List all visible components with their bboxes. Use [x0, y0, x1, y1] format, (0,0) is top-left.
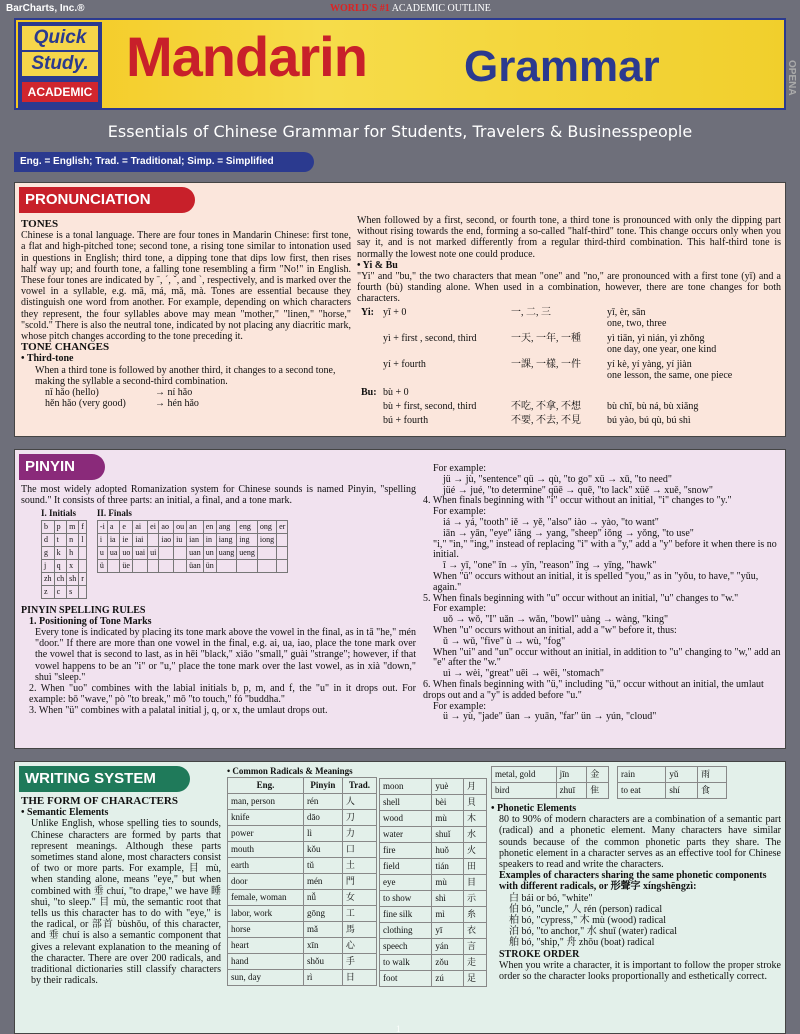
yi-bu-heading: • Yi & Bu	[357, 259, 398, 271]
pinyin-rule-line: "i," "in," "ing," instead of replacing "i" with a "y," add a "y" before it when there is no initial.	[433, 538, 777, 561]
tones-text: Chinese is a tonal language. There are four tones in Mandarin Chinese: first tone, a flat and high-pitched tone; second tone, a rising tone similar to intonation used in questions in English; third tone, a dipping tone that dips low first, then rises half way up; and fourth tone, a falling tone resembling a firm "No!" in English. These four tones are indicated by ˉ, ˊ, ˇ, and ˋ, respectively, and is marked over the vowel in a syllable, e.g. mā, má, mǎ, mà. Tones are essential because they distinguish one word from another. For example, depending on which characters they represent, the four syllables above may mean "mother," "linen," "horse," "scold." There is also the neutral tone, indicated by not placing any diacritic mark, whose pitch changes according to the tone preceding it.	[21, 230, 351, 343]
top-bar	[0, 0, 800, 18]
table-cell: 目	[463, 875, 486, 891]
table-cell: n	[67, 533, 79, 546]
spelling-rules-heading: PINYIN SPELLING RULES	[21, 604, 146, 616]
phonetic-example: 舶 bó, "ship," 舟 zhōu (boat) radical	[509, 937, 655, 949]
pinyin-rule-line: For example:	[433, 463, 487, 474]
rule3-text: 3. When "ü" combines with a palatal initial j, q, or x, the umlaut drops out.	[29, 705, 328, 717]
table-row	[42, 559, 87, 572]
table-cell: j	[42, 559, 55, 572]
phonetic-text: 80 to 90% of modern characters are a combination of a semantic part (radical) and a phonetic element. Many characters have similar sounds because of the common phonetic parts they share. The phonetic element in a character serves as an effective tool for Chinese speakers to read and write the characters.	[499, 814, 781, 871]
publisher: BarCharts, Inc.®	[6, 3, 85, 14]
table-cell: l	[79, 533, 87, 546]
table-row	[380, 907, 487, 923]
table-cell	[237, 559, 258, 572]
rule2-text: 2. When "uo" combines with the labial initials b, p, m, and f, the "u" in it drops out. For example: bō "wave," pò "to break," mō "to touch," fó "buddha."	[29, 683, 416, 706]
table-cell: 田	[463, 859, 486, 875]
table-row	[228, 938, 377, 954]
table-cell: to eat	[618, 783, 666, 799]
table-cell	[107, 559, 120, 572]
table-cell: yuè	[432, 779, 464, 795]
table-cell: uai	[133, 546, 148, 559]
table-cell: shuǐ	[432, 827, 464, 843]
pinyin-rule-line: iá → yá, "tooth" iě → yě, "also" iào → yào, "to want"	[443, 516, 659, 528]
table-cell: kǒu	[303, 842, 342, 858]
table-cell: mén	[303, 874, 342, 890]
table-cell: ou	[174, 520, 187, 533]
table-cell: b	[42, 520, 55, 533]
table-row	[42, 546, 87, 559]
table-cell	[159, 559, 174, 572]
table-cell	[257, 559, 276, 572]
table-cell: ia	[107, 533, 120, 546]
radicals-column	[227, 766, 377, 986]
table-row	[228, 810, 377, 826]
table-cell: ün	[203, 559, 216, 572]
table-row	[42, 533, 87, 546]
pronunciation-section	[14, 182, 786, 437]
table-cell: rì	[303, 970, 342, 986]
phonetic-heading: • Phonetic Elements	[491, 803, 577, 814]
pinyin-rule-line: iān → yān, "eye" iāng → yang, "sheep" iǒng → yǒng, "to use"	[443, 527, 694, 539]
table-cell: mì	[432, 907, 464, 923]
third-tone-heading: • Third-tone	[21, 353, 74, 365]
table-cell: x	[67, 559, 79, 572]
table-row	[380, 939, 487, 955]
table-row	[228, 842, 377, 858]
table-cell	[148, 533, 159, 546]
table-cell: rain	[618, 767, 666, 783]
table-cell: 月	[463, 779, 486, 795]
radicals-table-2	[379, 778, 487, 987]
table-cell: fire	[380, 843, 432, 859]
table-row	[380, 875, 487, 891]
table-cell: ueng	[237, 546, 258, 559]
table-cell: sun, day	[228, 970, 304, 986]
side-label: OPENA	[786, 60, 797, 96]
table-cell: labor, work	[228, 906, 304, 922]
stroke-order-text: When you write a character, it is important to follow the proper stroke order so the character looks proportionally and esthetically correct.	[499, 959, 781, 983]
table-cell	[277, 546, 288, 559]
table-row	[618, 783, 727, 799]
table-cell: tián	[432, 859, 464, 875]
table-cell: ao	[159, 520, 174, 533]
table-cell: 口	[342, 842, 376, 858]
table-row	[97, 559, 287, 572]
table-cell: yī	[432, 923, 464, 939]
table-cell: ai	[133, 520, 148, 533]
table-cell: knife	[228, 810, 304, 826]
table-cell: üe	[120, 559, 133, 572]
writing-section	[14, 761, 786, 1034]
pinyin-rule-line: For example:	[433, 700, 487, 712]
table-cell: to walk	[380, 955, 432, 971]
table-cell: power	[228, 826, 304, 842]
table-row	[380, 923, 487, 939]
table-cell: uang	[216, 546, 237, 559]
table-cell: nǚ	[303, 890, 342, 906]
table-cell: heart	[228, 938, 304, 954]
table-cell: zǒu	[432, 955, 464, 971]
table-cell: 門	[342, 874, 376, 890]
table-cell: h	[67, 546, 79, 559]
table-cell: yǔ	[666, 767, 698, 783]
table-cell: huǒ	[432, 843, 464, 859]
table-cell: tǔ	[303, 858, 342, 874]
table-cell: iai	[133, 533, 148, 546]
pinyin-rule-line: 6. When finals beginning with "ü," including "ü," occur without an initial, the umlaut drops out and a "y" is added before "u."	[423, 678, 764, 701]
table-cell: foot	[380, 971, 432, 987]
table-cell: g	[42, 546, 55, 559]
table-cell	[277, 559, 288, 572]
table-row	[380, 859, 487, 875]
table-cell: z	[42, 585, 55, 598]
table-cell: ie	[120, 533, 133, 546]
title-banner	[14, 18, 786, 110]
pinyin-rule-line: When "u" occurs without an initial, add a "w" before it, thus:	[433, 624, 677, 636]
table-cell: e	[120, 520, 133, 533]
table-cell: iao	[159, 533, 174, 546]
table-cell: mù	[432, 811, 464, 827]
table-row	[380, 971, 487, 987]
table-cell: iang	[216, 533, 237, 546]
table-cell: uan	[187, 546, 204, 559]
table-cell	[277, 533, 288, 546]
table-cell: metal, gold	[492, 767, 557, 783]
table-row	[97, 533, 287, 546]
table-cell: zh	[42, 572, 55, 585]
table-cell: in	[203, 533, 216, 546]
table-row	[97, 520, 287, 533]
pinyin-rule-line: ī → yī, "one" īn → yīn, "reason" īng → yīng, "hawk"	[443, 560, 657, 572]
phonetic-example: 柏 bó, "cypress," 木 mù (wood) radical	[509, 915, 667, 927]
table-cell: dāo	[303, 810, 342, 826]
table-cell: man, person	[228, 794, 304, 810]
table-cell: moon	[380, 779, 432, 795]
pronunciation-left-column	[21, 219, 351, 409]
table-cell: 隹	[587, 783, 609, 799]
table-cell: s	[67, 585, 79, 598]
table-row	[228, 890, 377, 906]
rule1-heading: 1. Positioning of Tone Marks	[29, 615, 152, 627]
table-cell: zú	[432, 971, 464, 987]
table-cell	[148, 559, 159, 572]
subtitle: Essentials of Chinese Grammar for Students, Travelers & Businesspeople	[107, 122, 693, 141]
table-cell: 刀	[342, 810, 376, 826]
table-cell: 衣	[463, 923, 486, 939]
table-cell: d	[42, 533, 55, 546]
table-row	[228, 826, 377, 842]
table-cell: 糸	[463, 907, 486, 923]
radicals-table	[227, 777, 377, 986]
table-cell: lì	[303, 826, 342, 842]
table-cell: ong	[257, 520, 276, 533]
table-row	[618, 767, 727, 783]
radicals-column-2	[379, 778, 487, 987]
table-cell: eye	[380, 875, 432, 891]
pinyin-rule-line: For example:	[433, 506, 487, 518]
table-cell: 食	[698, 783, 727, 799]
table-cell: t	[54, 533, 67, 546]
table-cell: hand	[228, 954, 304, 970]
semantic-heading: • Semantic Elements	[21, 807, 109, 819]
table-cell: 足	[463, 971, 486, 987]
table-cell: 水	[463, 827, 486, 843]
table-cell	[133, 559, 148, 572]
series-label: WORLD'S #1 ACADEMIC OUTLINE	[330, 3, 491, 14]
radicals-table-3	[491, 766, 781, 799]
table-cell: 言	[463, 939, 486, 955]
table-cell: ui	[148, 546, 159, 559]
pinyin-left-column	[21, 484, 416, 717]
page-number: 1	[396, 1024, 401, 1034]
table-cell: mouth	[228, 842, 304, 858]
table-cell	[79, 546, 87, 559]
table-cell: water	[380, 827, 432, 843]
table-cell: 貝	[463, 795, 486, 811]
table-header-cell: Eng.	[228, 778, 304, 794]
table-row	[228, 794, 377, 810]
table-header-cell: Pinyin	[303, 778, 342, 794]
table-cell: 雨	[698, 767, 727, 783]
table-cell: f	[79, 520, 87, 533]
table-row	[228, 858, 377, 874]
table-cell: 木	[463, 811, 486, 827]
table-cell: zhuī	[556, 783, 587, 799]
table-row	[492, 767, 609, 783]
table-cell: wood	[380, 811, 432, 827]
table-cell: shǒu	[303, 954, 342, 970]
table-cell	[79, 559, 87, 572]
table-cell: eng	[237, 520, 258, 533]
table-cell: shell	[380, 795, 432, 811]
pinyin-rule-line: uǒ → wǒ, "I" uǎn → wǎn, "bowl" uàng → wàng, "king"	[443, 614, 669, 626]
table-row	[228, 922, 377, 938]
table-cell: iong	[257, 533, 276, 546]
examples-list	[491, 893, 781, 949]
table-cell: ch	[54, 572, 67, 585]
table-cell: 火	[463, 843, 486, 859]
pinyin-intro: The most widely adopted Romanization system for Chinese sounds is named Pinyin, "spelling sound." It consists of three parts: an initial, a final, and a tone mark.	[21, 484, 416, 507]
table-cell: ing	[237, 533, 258, 546]
table-cell: c	[54, 585, 67, 598]
table-cell	[257, 546, 276, 559]
writing-right-column	[491, 766, 781, 982]
table-row	[380, 811, 487, 827]
quickstudy-logo: Quick Study. ACADEMIC	[18, 22, 102, 108]
table-cell: mù	[432, 875, 464, 891]
table-cell: uo	[120, 546, 133, 559]
table-cell: ü	[97, 559, 107, 572]
table-cell: yán	[432, 939, 464, 955]
table-cell: k	[54, 546, 67, 559]
pinyin-rule-line: ü → yù, "jade" üan → yuān, "far" ün → yún, "cloud"	[443, 711, 657, 723]
table-cell: ang	[216, 520, 237, 533]
table-cell: 日	[342, 970, 376, 986]
table-cell: üan	[187, 559, 204, 572]
table-row	[380, 795, 487, 811]
yi-bu-text: "Yi" and "bu," the two characters that mean "one" and "no," are pronounced with a first tone (yī) and a fourth (bù) standing alone. When used in a combination, however, there are tone changes for both characters.	[357, 271, 781, 305]
table-cell: u	[97, 546, 107, 559]
table-cell	[79, 585, 87, 598]
semantic-text: Unlike English, whose spelling ties to sounds, Chinese characters are formed by parts that represent meanings. Although these parts sometimes stand alone, most characters consist of two or more parts. For example, 目 mù, when standing alone, means "eye," but when combined with 垂 chuí, "to drape," we have 睡 shuì, "to sleep." 目 mù, the semantic root that tells us this character has to do with "eye," is the radical, or 部首 bùshǒu, of this character, and 垂 chuí is also a semantic component that gives a relevant explanation to the meaning of the character. There are over 200 radicals, and traditional dictionaries still classify characters by their radicals.	[31, 818, 221, 987]
pinyin-rule-line: ǔ → wǔ, "five" ù → wù, "fog"	[443, 635, 566, 647]
table-cell: female, woman	[228, 890, 304, 906]
table-cell: 力	[342, 826, 376, 842]
phonetic-example: 伯 bó, "uncle," 人 rén (person) radical	[509, 903, 663, 915]
form-heading: THE FORM OF CHARACTERS	[21, 795, 178, 807]
radicals-heading: • Common Radicals & Meanings	[227, 766, 353, 776]
table-cell: 金	[587, 767, 609, 783]
examples-heading: Examples of characters sharing the same phonetic components with different radicals, or 形聲字 xíngshēngzì:	[499, 870, 767, 893]
table-cell: 土	[342, 858, 376, 874]
pinyin-tables: I. Initials b p m f d t n l g k h j q x zh ch sh r z c s II. Finals -i a e ai ei ao ou an en ang eng ong er i ia ie iai iao iu ian in iang ing iong u ua uo uai ui uan un uang ueng ü üe üan ün	[21, 508, 416, 598]
table-cell: 心	[342, 938, 376, 954]
table-row	[380, 843, 487, 859]
table-cell: shì	[432, 891, 464, 907]
pinyin-rule-line: When "ü" occurs without an initial, it is spelled "you," as in "yǒu, to have," "yǔu, again."	[433, 570, 759, 593]
table-cell: clothing	[380, 923, 432, 939]
table-cell: fine silk	[380, 907, 432, 923]
table-cell: iu	[174, 533, 187, 546]
table-cell: to show	[380, 891, 432, 907]
table-cell: i	[97, 533, 107, 546]
table-cell: 工	[342, 906, 376, 922]
table-cell: bird	[492, 783, 557, 799]
table-cell: p	[54, 520, 67, 533]
table-cell: ian	[187, 533, 204, 546]
table-cell: ua	[107, 546, 120, 559]
stroke-order-heading: STROKE ORDER	[499, 948, 580, 960]
table-row	[42, 520, 87, 533]
pinyin-rule-line: uì → wèi, "great" uēi → wēi, "stomach"	[443, 668, 605, 680]
table-cell: horse	[228, 922, 304, 938]
table-row	[380, 955, 487, 971]
table-cell: 示	[463, 891, 486, 907]
table-row	[228, 954, 377, 970]
pronunciation-right-column	[357, 215, 781, 431]
third-tone-text: When a third tone is followed by another third, it changes to a second tone, making the syllable a second-third combination.	[35, 364, 336, 387]
table-cell: q	[54, 559, 67, 572]
table-cell: door	[228, 874, 304, 890]
table-cell	[174, 546, 187, 559]
table-row	[380, 779, 487, 795]
table-cell: r	[79, 572, 87, 585]
table-cell: en	[203, 520, 216, 533]
pinyin-right-column	[423, 464, 781, 723]
table-row	[42, 585, 87, 598]
title-grammar: Grammar	[464, 42, 660, 91]
pinyin-rule-line: 4. When finals beginning with "i" occur without an initial, "i" changes to "y."	[423, 495, 732, 507]
table-row	[97, 546, 287, 559]
table-cell: 手	[342, 954, 376, 970]
table-cell: er	[277, 520, 288, 533]
table-cell: field	[380, 859, 432, 875]
section-title-pinyin: PINYIN	[19, 454, 105, 480]
phonetic-example: 白 bái or bó, "white"	[509, 892, 593, 904]
table-cell: jīn	[556, 767, 587, 783]
table-cell	[216, 559, 237, 572]
table-row	[228, 874, 377, 890]
tone-changes-heading: TONE CHANGES	[21, 341, 110, 354]
rule1-text: Every tone is indicated by placing its tone mark above the vowel in the final, as in tā "he," mén "door." If there are more than one vowel in the final, e.g. ai, ua, iao, place the tone mark over the vowel that is second to last, as in hēi "black," xiǎo "small," guài "strange"; however, if that vowel happens to be an "i" or "u," place the tone mark over the last vowel, as in xià "down," shuì "sleep."	[35, 627, 416, 683]
table-cell: -i	[97, 520, 107, 533]
table-row	[228, 906, 377, 922]
table-cell: ei	[148, 520, 159, 533]
initials-table	[41, 520, 87, 599]
half-third-text: When followed by a first, second, or fourth tone, a third tone is pronounced with only the dipping part without rising towards the end, forming a so-called "half-third" tone. This change occurs only when you say it, and is not marked differently from a regular third-third combination. This half-third tone is normally the lowest note one could produce.	[357, 215, 781, 260]
table-cell: shí	[666, 783, 698, 799]
pinyin-rule-line: jüé → jué, "to determine" qüē → quē, "to lack" xüě → xuě, "snow"	[443, 484, 713, 496]
bu-table: Bu: bù + 0 bù + first, second, third bú + fourth 不吃, 不拿, 不想 不要, 不去, 不見 bù chī, bù ná, bù xiǎng bú yào, bú qù, bú shì	[361, 386, 699, 426]
table-cell: 走	[463, 955, 486, 971]
section-title-pronunciation: PRONUNCIATION	[19, 187, 195, 213]
table-header-cell: Trad.	[342, 778, 376, 794]
table-cell: bèi	[432, 795, 464, 811]
finals-table	[97, 520, 288, 573]
table-cell	[159, 546, 174, 559]
phonetic-example: 泊 bó, "to anchor," 水 shuǐ (water) radical	[509, 926, 677, 938]
tone-example: nǐ hǎo (hello) → ní hǎo	[45, 387, 193, 399]
table-row	[228, 970, 377, 986]
table-cell: rén	[303, 794, 342, 810]
table-cell: sh	[67, 572, 79, 585]
table-cell: earth	[228, 858, 304, 874]
pinyin-rule-line: When "ui" and "un" occur without an initial, in addition to "u" changing to "w," add an "e" after the "w."	[433, 646, 781, 669]
pinyin-rule-line: 5. When finals beginning with "u" occur without an initial, "u" changes to "w."	[423, 592, 739, 604]
table-cell: xīn	[303, 938, 342, 954]
table-cell: an	[187, 520, 204, 533]
table-row	[42, 572, 87, 585]
table-cell: 馬	[342, 922, 376, 938]
title-mandarin: Mandarin	[126, 25, 367, 88]
table-cell: mǎ	[303, 922, 342, 938]
table-cell: speech	[380, 939, 432, 955]
writing-left-column	[21, 796, 221, 986]
table-cell: gōng	[303, 906, 342, 922]
section-title-writing: WRITING SYSTEM	[19, 766, 190, 792]
pinyin-rule-line: For example:	[433, 603, 487, 615]
table-row	[380, 827, 487, 843]
yi-table: Yi: yī + 0 yì + first , second, third yí + fourth 一, 二, 三 一天, 一年, 一種 一課, 一樣, 一件 yī, èr, sān one, two, three yì tiān, yì nián, yì zhǒng one day, one year, one kind yí kè, yí yàng, yí jiàn one lesson, the same, one piece	[361, 306, 733, 381]
tone-example: hěn hǎo (very good) → hén hǎo	[45, 398, 199, 410]
pinyin-section	[14, 449, 786, 749]
abbreviation-legend: Eng. = English; Trad. = Traditional; Simp. = Simplified	[14, 152, 314, 172]
table-row	[492, 783, 609, 799]
table-cell: 人	[342, 794, 376, 810]
table-cell: a	[107, 520, 120, 533]
table-cell	[174, 559, 187, 572]
table-cell: un	[203, 546, 216, 559]
table-cell: m	[67, 520, 79, 533]
pinyin-rule-line: jü → jù, "sentence" qü → qù, "to go" xü → xū, "to need"	[443, 473, 672, 485]
tones-heading: TONES	[21, 218, 59, 230]
table-cell: 女	[342, 890, 376, 906]
table-row	[380, 891, 487, 907]
